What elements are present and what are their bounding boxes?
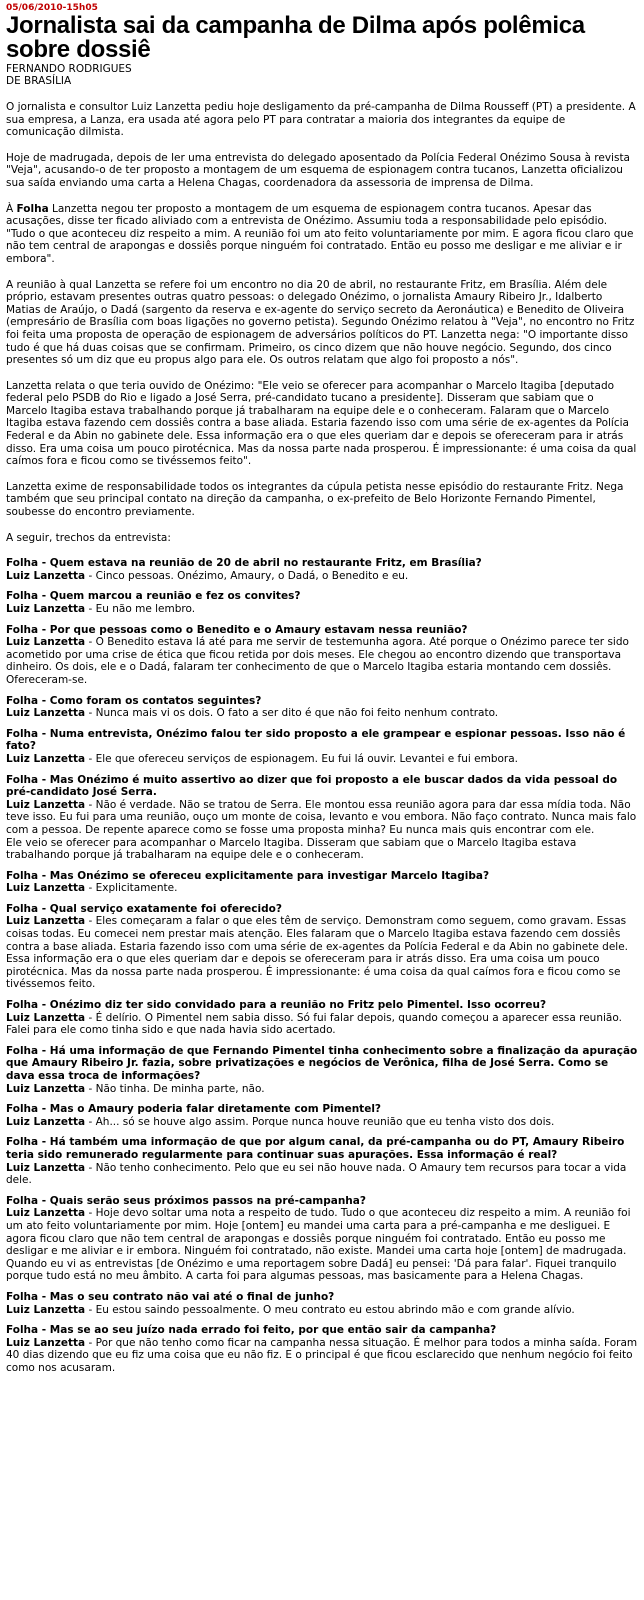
interview-answer [6,915,638,991]
interview-exchange [6,695,638,720]
paragraph: A seguir, trechos da entrevista: [6,531,171,544]
interview-question: Folha - Mas o Amaury poderia falar diretamente com Pimentel? [6,1103,382,1116]
paragraph: Lanzetta relata o que teria ouvido de Onézimo: "Ele veio se oferecer para acompanhar o Marcelo Itagiba [deputado federal pelo PSDB do Rio e ligado a José Serra, pré-candidato tucano a presidente]. Disseram que sabiam que o Marcelo Itagiba estava trabalhando porque já trabalharam na equipe dele e o conheceram. Falaram que o Marcelo Itagiba estava fazendo cem dossiês contra a base aliada. Estaria fazendo isso com uma série de ex-agentes da Polícia Federal e da Abin no gabinete dele. Essa informação era o que eles queriam dar e depois se ofereceram para ir atrás disso. Era uma coisa um pouco pirotécnica. Mas da nossa parte nada prosperou. É impressionante: é uma coisa da qual caímos fora e ficou como se tivéssemos feito". [6,379,637,468]
article-body [6,101,638,1374]
answer-text: - Não tinha. De minha parte, não. [88,1082,265,1095]
folha-name: Folha [16,202,49,215]
answer-paragraph [6,837,638,862]
interview-question: Folha - Há também uma informação de que por algum canal, da pré-campanha ou do PT, Amaury Ribeiro teria sido remunerado regularmente para continuar suas apurações. Essa informação é real? [6,1136,625,1161]
interview-exchange [6,728,638,766]
answer-text: - Eu estou saindo pessoalmente. O meu contrato eu estou abrindo mão e com grande alívio. [88,1303,575,1316]
answer-speaker: Luiz Lanzetta [6,1207,86,1220]
interview-question: Folha - Por que pessoas como o Benedito e o Amaury estavam nessa reunião? [6,623,468,636]
answer-speaker: Luiz Lanzetta [6,1082,86,1095]
answer-speaker: Luiz Lanzetta [6,1115,86,1128]
interview-exchange [6,774,638,862]
paragraph: Lanzetta exime de responsabilidade todos os integrantes da cúpula petista nesse episódio do restaurante Fritz. Nega também que seu principal contato na direção da campanha, o ex-prefeito de Belo Horizonte Fernando Pimentel, soubesse do encontro previamente. [6,480,624,519]
answer-text: - O Benedito estava lá até para me servir de testemunha agora. Até porque o Onézimo parece ter sido acometido por uma crise de ética que ficou retida por dois meses. Ele chegou ao encontro dizendo que transportava dinheiro. Os dois, ele e o Dadá, falaram ter conhecimento de que o Marcelo Itagiba estaria montando cem dossiês. Ofereceram-se. [6,636,629,686]
publish-date: 05/06/2010-15h05 [6,3,98,13]
location: DE BRASÍLIA [6,75,72,87]
interview-answer [6,707,638,720]
answer-speaker: Luiz Lanzetta [6,798,86,811]
answer-text: - Eu não me lembro. [88,603,196,615]
paragraph-folha [6,203,638,266]
interview-answer [6,1116,638,1129]
answer-paragraph [6,707,638,720]
answer-speaker: Luiz Lanzetta [6,1011,86,1024]
answer-speaker: Luiz Lanzetta [6,1336,86,1349]
answer-paragraph [6,1207,638,1283]
interview-exchange [6,624,638,687]
interview-answer [6,636,638,686]
answer-text: - Eles começaram a falar o que eles têm de serviço. Demonstram como seguem, como gravam. Essas coisas todas. Eu comecei nem prestar mais atenção. Eles falaram que o Marcelo Itagiba estava fazendo cem dossiês contra a base aliada. Estaria fazendo isso com uma série de ex-agentes da Polícia Federal e da Abin no gabinete dele. Essa informação era o que eles queriam dar e depois se ofereceram para ir atrás disso. Era uma coisa um pouco pirotécnica. Mas da nossa parte nada prosperou. É impressionante: é uma coisa da qual caímos fora e ficou como se tivéssemos feito. [6,915,628,991]
author: FERNANDO RODRIGUES [6,63,132,75]
answer-paragraph [6,1116,638,1129]
interview-exchange [6,1195,638,1283]
answer-paragraph [6,882,638,895]
interview-exchange [6,903,638,991]
answer-paragraph [6,570,638,583]
interview-question: Folha - Mas se ao seu juízo nada errado foi feito, por que então sair da campanha? [6,1324,497,1337]
paragraph: Hoje de madrugada, depois de ler uma entrevista do delegado aposentado da Polícia Federal Onézimo Sousa à revista "Veja", acusando-o de ter proposto a montagem de um esquema de espionagem contra tucanos, Lanzetta oficializou sua saída enviando uma carta a Helena Chagas, coordenadora da assessoria de imprensa de Dilma. [6,151,630,189]
interview-question: Folha - Mas Onézimo é muito assertivo ao dizer que foi proposto a ele buscar dados da vida pessoal do pré-candidato José Serra. [6,773,618,799]
answer-paragraph [6,915,638,991]
answer-paragraph [6,799,638,837]
interview-question: Folha - Há uma informação de que Fernando Pimentel tinha conhecimento sobre a finalização da apuração que Amaury Ribeiro Jr. fazia, sobre privatizações e negócios de Verônica, filha de José Serra. Como se dava essa troca de informações? [6,1044,638,1082]
answer-text: - Nunca mais vi os dois. O fato a ser dito é que não foi feito nenhum contrato. [88,707,499,720]
interview-answer [6,799,638,862]
interview-question: Folha - Como foram os contatos seguintes? [6,694,262,707]
answer-paragraph [6,603,638,616]
answer-text: - Por que não tenho como ficar na campanha nessa situação. É melhor para todos a minha saída. Foram 40 dias dizendo que eu fiz uma coisa que eu não fiz. E o principal é que ficou esclarecido que nenhum negócio foi feito como nos acusaram. [6,1336,638,1374]
interview-question: Folha - Onézimo diz ter sido convidado para a reunião no Fritz pelo Pimentel. Isso ocorreu? [6,999,547,1012]
paragraph-prefix: À [6,202,17,215]
interview-exchange [6,1136,638,1186]
interview-exchange [6,557,638,582]
interview-answer [6,570,638,583]
interview-answer [6,1162,638,1187]
answer-text: - É delírio. O Pimentel nem sabia disso. Só fui falar depois, quando começou a aparecer essa reunião. Falei para ele como tinha sido e que nada havia sido acertado. [6,1011,622,1037]
answer-speaker: Luiz Lanzetta [6,882,86,895]
byline [6,63,638,87]
answer-speaker: Luiz Lanzetta [6,603,86,615]
answer-paragraph [6,1083,638,1096]
interview-answer [6,603,638,616]
answer-paragraph [6,1304,638,1317]
interview-exchange [6,1291,638,1316]
answer-speaker: Luiz Lanzetta [6,636,86,649]
answer-text: - Cinco pessoas. Onézimo, Amaury, o Dadá, o Benedito e eu. [88,569,409,582]
interview-answer [6,1207,638,1283]
interview-exchange [6,590,638,615]
interview [6,557,638,1374]
interview-question: Folha - Quem marcou a reunião e fez os convites? [6,590,301,603]
answer-paragraph [6,753,638,766]
interview-exchange [6,1103,638,1128]
interview-exchange [6,999,638,1037]
paragraph-rest: Lanzetta negou ter proposto a montagem de um esquema de espionagem contra tucanos. Apesar das acusações, disse ter ficado aliviado com a entrevista de Onézimo. Assumiu toda a responsabilidade pelo episódio. "Tudo o que aconteceu diz respeito a mim. A reunião foi um ato feito voluntariamente por mim. E agora ficou claro que não tem central de arapongas e dossiês porque ninguém foi contratado. Então eu posso me desligar e me aliviar e ir embora". [6,202,634,265]
answer-text: - Explicitamente. [88,882,178,895]
interview-exchange [6,1324,638,1374]
interview-exchange [6,1045,638,1095]
answer-speaker: Luiz Lanzetta [6,915,86,928]
interview-exchange [6,870,638,895]
answer-speaker: Luiz Lanzetta [6,752,86,765]
answer-text: - Ah... só se houve algo assim. Porque nunca houve reunião que eu tenha visto dos dois. [88,1115,555,1128]
interview-question: Folha - Quem estava na reunião de 20 de abril no restaurante Fritz, em Brasília? [6,557,482,570]
interview-answer [6,1083,638,1096]
answer-paragraph [6,1162,638,1187]
answer-speaker: Luiz Lanzetta [6,1161,86,1174]
answer-text: - Não é verdade. Não se tratou de Serra. Ele montou essa reunião agora para dar essa mídia toda. Não teve isso. Eu fui para uma reunião, ouço um monte de coisa, levanto e vou embora. Não faço contrato. Nunca mais falo com a pessoa. De repente aparece como se fosse uma proposta minha? Eu nunca mais quis encontrar com ele. [6,798,637,836]
interview-question: Folha - Qual serviço exatamente foi oferecido? [6,902,282,915]
answer-text: - Ele que ofereceu serviços de espionagem. Eu fui lá ouvir. Levantei e fui embora. [88,752,519,765]
interview-answer [6,1012,638,1037]
interview-question: Folha - Numa entrevista, Onézimo falou ter sido proposto a ele grampear e espionar pessoas. Isso não é fato? [6,727,626,753]
interview-answer [6,753,638,766]
answer-paragraph [6,1012,638,1037]
interview-answer [6,1304,638,1317]
answer-text: - Não tenho conhecimento. Pelo que eu sei não houve nada. O Amaury tem recursos para tocar a vida dele. [6,1161,627,1187]
headline: Jornalista sai da campanha de Dilma após polêmica sobre dossiê [6,12,585,63]
interview-question: Folha - Mas Onézimo se ofereceu explicitamente para investigar Marcelo Itagiba? [6,869,490,882]
interview-answer [6,882,638,895]
interview-question: Folha - Quais serão seus próximos passos na pré-campanha? [6,1194,366,1207]
answer-paragraph [6,1337,638,1375]
answer-paragraph [6,636,638,686]
answer-text: - Hoje devo soltar uma nota a respeito de tudo. Tudo o que aconteceu diz respeito a mim. A reunião foi um ato feito voluntariamente por mim. Hoje [ontem] eu mandei uma carta para a pré-campanha e me desliguei. E agora ficou claro que não tem central de arapongas e dossiês porque ninguém foi contratado. Então eu posso me desligar e me aliviar e ir embora. Ninguém foi contratado, não existe. Mandei uma carta hoje [ontem] de madrugada. Quando eu vi as entrevistas [de Onézimo e uma reportagem sobre Dadá] eu pensei: 'Dá para falar'. Fiquei tranquilo porque tudo está no meu âmbito. A carta foi para algumas pessoas, mas basicamente para a Helena Chagas. [6,1207,631,1283]
answer-speaker: Luiz Lanzetta [6,1303,86,1316]
paragraph: O jornalista e consultor Luiz Lanzetta pediu hoje desligamento da pré-campanha de Dilma Rousseff (PT) a presidente. A sua empresa, a Lanza, era usada até agora pelo PT para contratar a maioria dos integrantes da equipe de comunicação dilmista. [6,101,636,139]
answer-text: Ele veio se oferecer para acompanhar o Marcelo Itagiba. Disseram que sabiam que o Marcelo Itagiba estava trabalhando porque já trabalharam na equipe dele e o conheceram. [6,836,577,862]
paragraph: A reunião à qual Lanzetta se refere foi um encontro no dia 20 de abril, no restaurante Fritz, em Brasília. Além dele próprio, estavam presentes outras quatro pessoas: o delegado Onézimo, o jornalista Amaury Ribeiro Jr., Idalberto Matias de Araújo, o Dadá (sargento da reserva e ex-agente do serviço secreto da Aeronáutica) e Benedito de Oliveira (empresário de Brasília com boas ligações no governo petista). Segundo Onézimo relatou à "Veja", no encontro no Fritz foi feita uma proposta de operação de espionagem de adversários políticos do PT. Lanzetta nega: "O importante disso tudo é que há duas coisas que se confirmam. Primeiro, os cinco dizem que não houve negócio. Segundo, dos cinco presentes só um diz que eu propus algo para ele. Os outros relatam que algo foi proposto a nós". [6,278,635,367]
answer-speaker: Luiz Lanzetta [6,707,86,720]
interview-answer [6,1337,638,1375]
interview-question: Folha - Mas o seu contrato não vai até o final de junho? [6,1290,335,1303]
answer-speaker: Luiz Lanzetta [6,569,86,582]
